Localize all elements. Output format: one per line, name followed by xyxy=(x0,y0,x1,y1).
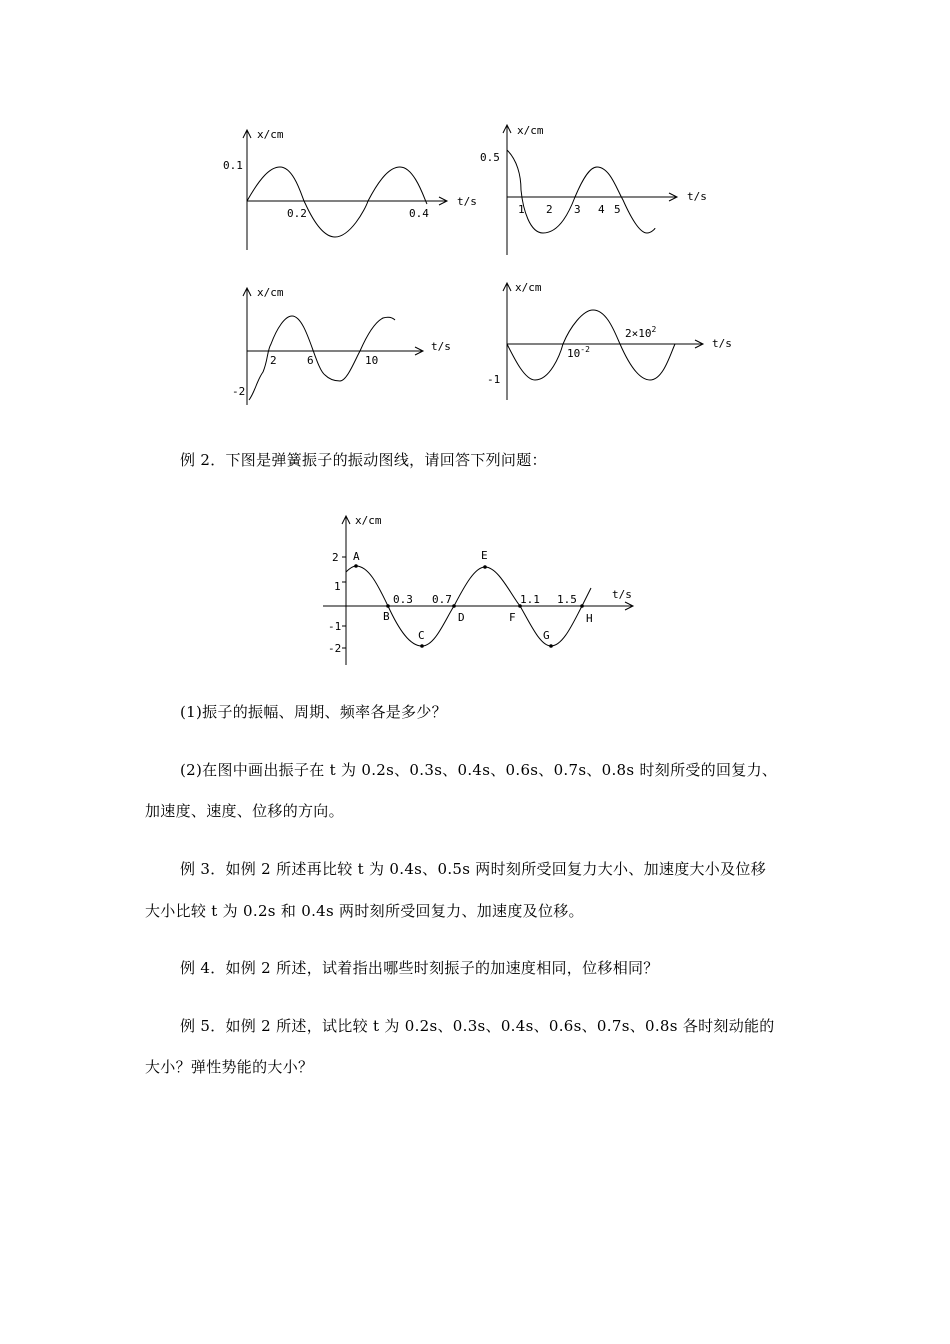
example-5-line-2: 大小？弹性势能的大小？ xyxy=(145,1058,314,1076)
x-tick-10-power-minus-2 xyxy=(567,345,590,360)
x-tick-0.4: 0.4 xyxy=(409,207,429,220)
x-tick-4: 4 xyxy=(598,203,605,216)
graph-2 xyxy=(475,120,725,260)
x-tick-2: 2 xyxy=(270,354,277,367)
x-axis-label: t/s xyxy=(687,190,707,203)
label-E: E xyxy=(481,549,488,562)
y-tick-0.5: 0.5 xyxy=(480,151,500,164)
x-axis-label: t/s xyxy=(431,340,451,353)
example-4: 例 4．如例 2 所述，试着指出哪些时刻振子的加速度相同，位移相同？ xyxy=(180,959,659,977)
x-tick-1.1: 1.1 xyxy=(520,593,540,606)
graph-3-svg xyxy=(215,280,475,410)
question-2-line-2: 加速度、速度、位移的方向。 xyxy=(145,802,344,820)
x-tick-2x10-power-2 xyxy=(625,325,657,340)
x-tick-exponent: 2 xyxy=(651,325,657,334)
x-axis-label: t/s xyxy=(457,195,477,208)
x-tick-0.3: 0.3 xyxy=(393,593,413,606)
graph-3 xyxy=(215,280,475,410)
label-C: C xyxy=(418,629,425,642)
y-tick-1: 1 xyxy=(334,580,341,593)
x-tick-0.2: 0.2 xyxy=(287,207,307,220)
graph-4-svg xyxy=(475,275,745,405)
example-5-line-1: 例 5．如例 2 所述，试比较 t 为 0.2s、0.3s、0.4s、0.6s、0.7s、0.8s 各时刻动能的 xyxy=(180,1017,775,1035)
point-H xyxy=(580,604,584,608)
x-axis-label: t/s xyxy=(712,337,732,350)
x-tick-10: 10 xyxy=(365,354,379,367)
y-tick-0.1: 0.1 xyxy=(223,159,243,172)
wave-curve xyxy=(507,150,655,233)
x-tick-exponent: -2 xyxy=(580,345,590,354)
label-H: H xyxy=(586,612,593,625)
y-axis-label: x/cm xyxy=(517,124,544,137)
x-tick-1.5: 1.5 xyxy=(557,593,577,606)
x-tick-0.7: 0.7 xyxy=(432,593,452,606)
label-G: G xyxy=(543,629,550,642)
graph-1-svg xyxy=(215,120,485,260)
y-tick-minus-2: -2 xyxy=(328,642,342,655)
point-G xyxy=(549,644,553,648)
point-E xyxy=(483,565,487,569)
x-tick-3: 3 xyxy=(574,203,581,216)
graph-2-svg xyxy=(475,120,725,260)
question-2-line-1: (2)在图中画出振子在 t 为 0.2s、0.3s、0.4s、0.6s、0.7s、0.8s 时刻所受的回复力、 xyxy=(180,761,778,779)
point-B xyxy=(386,604,390,608)
example-2-intro: 例 2．下图是弹簧振子的振动图线，请回答下列问题： xyxy=(180,451,547,469)
label-A: A xyxy=(353,550,360,563)
graph-4 xyxy=(475,275,745,405)
question-1: (1)振子的振幅、周期、频率各是多少？ xyxy=(180,703,447,721)
y-tick-2: 2 xyxy=(332,551,339,564)
x-tick-base: 10 xyxy=(567,347,581,360)
example-3-line-2: 大小比较 t 为 0.2s 和 0.4s 两时刻所受回复力、加速度及位移。 xyxy=(145,902,584,920)
y-tick-minus-2: -2 xyxy=(232,385,246,398)
point-A xyxy=(354,564,358,568)
x-tick-1: 1 xyxy=(518,203,525,216)
y-axis-label: x/cm xyxy=(355,514,382,527)
y-axis-label: x/cm xyxy=(257,128,284,141)
x-tick-2: 2 xyxy=(546,203,553,216)
graph-5 xyxy=(315,510,645,670)
label-F: F xyxy=(509,611,516,624)
y-tick-minus-1: -1 xyxy=(328,620,342,633)
graph-1 xyxy=(215,120,485,260)
wave-curve xyxy=(247,167,427,237)
example-3-line-1: 例 3．如例 2 所述再比较 t 为 0.4s、0.5s 两时刻所受回复力大小、加速度大小及位移 xyxy=(180,860,766,878)
y-axis-label: x/cm xyxy=(515,281,542,294)
label-B: B xyxy=(383,610,390,623)
x-axis-label: t/s xyxy=(612,588,632,601)
point-C xyxy=(420,644,424,648)
graph-5-svg xyxy=(315,510,645,670)
y-tick-minus-1: -1 xyxy=(487,373,501,386)
label-D: D xyxy=(458,611,465,624)
wave-curve xyxy=(507,310,675,380)
x-tick-6: 6 xyxy=(307,354,314,367)
x-tick-base: 2×10 xyxy=(625,327,652,340)
y-axis-label: x/cm xyxy=(257,286,284,299)
point-D xyxy=(452,604,456,608)
x-tick-5: 5 xyxy=(614,203,621,216)
